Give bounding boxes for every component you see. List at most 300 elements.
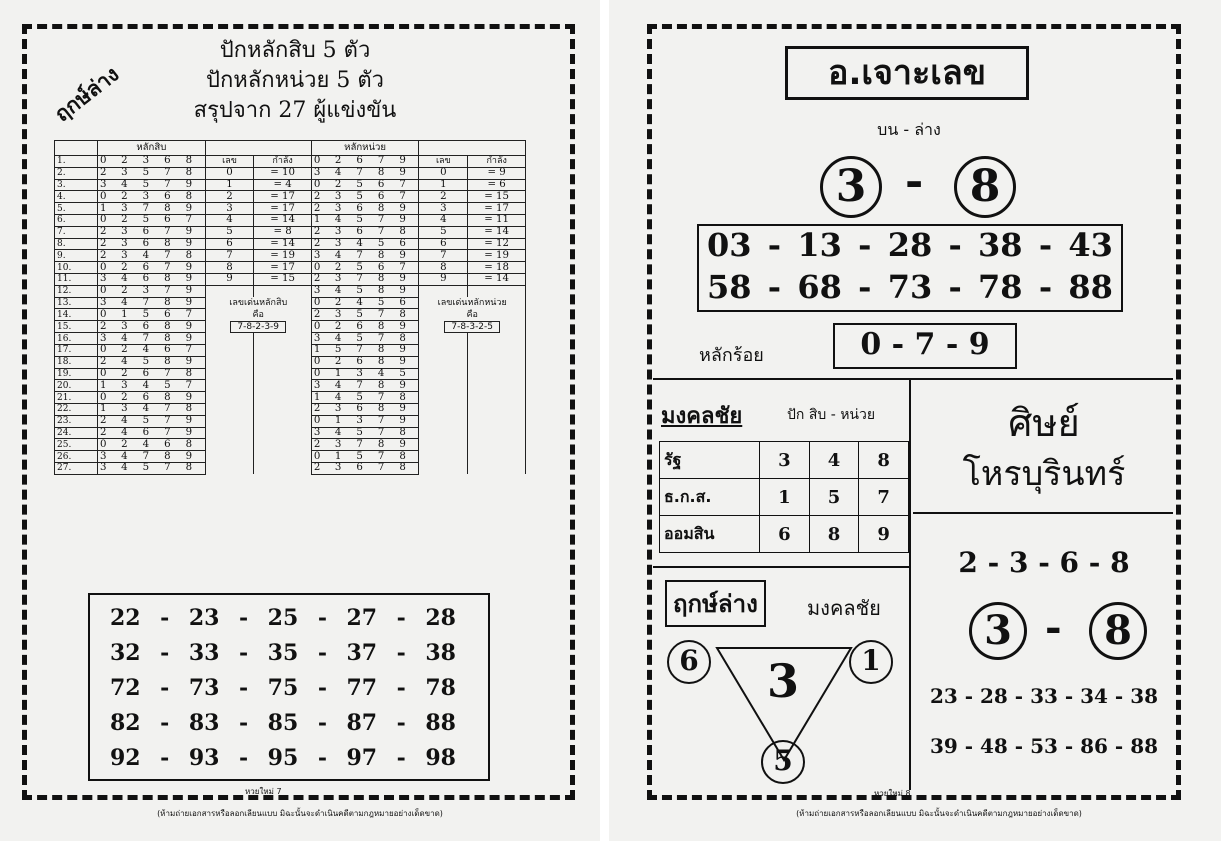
section-divider-left [653,566,911,568]
right-subtitle: บน - ล่าง [877,120,941,139]
tens-digit: 4 [119,415,141,427]
tens-digit: 6 [162,156,184,168]
result-row [90,675,488,701]
units-strength-num: เลขเด่นหลักหน่วย [419,297,526,309]
tens-digit: 7 [162,179,184,191]
tens-digit: 8 [162,356,184,368]
tens-digit: 2 [98,356,120,368]
units-digit: 5 [354,262,376,274]
row-number: 7. [55,226,98,238]
table-row [55,203,526,215]
left-title-line-2: ปักหลักหน่วย 5 ตัว [206,68,384,93]
tens-digit: 1 [98,203,120,215]
units-digit: 0 [311,451,333,463]
units-digit: 2 [311,462,333,474]
units-digit: 7 [354,344,376,356]
tens-digit: 8 [184,439,206,451]
units-digit: 9 [397,344,419,356]
units-strength-num [419,439,468,451]
result-number: 88 [425,710,456,736]
tens-digit: 6 [141,427,163,439]
units-strength-val: = 14 [468,226,526,238]
result-dash: - [238,640,249,666]
tens-strength-val: = 14 [254,214,311,226]
tens-digit: 7 [141,451,163,463]
units-digit: 1 [333,415,355,427]
pair-number: 58 [707,268,752,306]
left-notice: (ห้ามถ่ายเอกสารหรือลอกเลียนแบบ มิฉะนั้นจะดำเนินคดีตามกฎหมายอย่างเด็ดขาด) [157,809,443,818]
mongkol-digit: 8 [859,442,909,479]
tens-digit: 3 [98,273,120,285]
mongkol-digit: 8 [809,516,859,553]
units-digit: 4 [333,214,355,226]
units-digit: 4 [354,297,376,309]
tens-digit: 1 [98,380,120,392]
tens-digit: 2 [119,368,141,380]
pair-number: 13 [797,226,842,264]
tens-strength-num: 9 [205,273,254,285]
units-digit: 3 [354,368,376,380]
units-digit: 5 [354,309,376,321]
units-strength-val: = 18 [468,262,526,274]
pair-number: 73 [887,268,933,306]
result-number: 25 [267,605,299,631]
units-strength-num: 7 [419,250,468,262]
tens-digit: 0 [98,392,120,404]
units-digit: 3 [333,226,355,238]
tens-digit: 2 [119,285,141,297]
units-strength-val [468,392,526,404]
mongkol-digit: 4 [809,442,859,479]
result-number: 27 [346,605,378,631]
tens-strength-val [254,439,311,451]
tens-digit: 9 [184,356,206,368]
table-row [55,368,526,380]
tens-digit: 0 [98,191,120,203]
units-digit: 3 [333,191,355,203]
tens-strength-val: = 17 [254,191,311,203]
tens-strength-num [205,285,254,297]
tens-digit: 5 [141,415,163,427]
units-digit: 7 [376,156,398,168]
units-header: หลักหน่วย [311,141,419,156]
tens-strength-val [254,415,311,427]
units-strength-val: = 6 [468,179,526,191]
row-number: 12. [55,285,98,297]
tens-strength-num: 2 [205,191,254,203]
result-dash: - [238,605,249,631]
left-corner-label: ฤกษ์ล่าง [50,61,124,127]
units-digit: 4 [333,333,355,345]
mongkol-row [660,442,909,479]
tens-digit: 4 [141,403,163,415]
units-strength-val [468,344,526,356]
table-row [55,415,526,427]
tens-strength-num: เลข [205,156,254,168]
units-digit: 7 [354,380,376,392]
tens-digit: 2 [98,226,120,238]
table-row [55,392,526,404]
units-digit: 6 [397,238,419,250]
units-strength-val [468,427,526,439]
left-title-block [140,36,450,126]
units-digit: 7 [376,333,398,345]
row-number: 15. [55,321,98,333]
units-strength-num: 9 [419,273,468,285]
lower-label: ฤกษ์ล่าง [665,580,766,627]
mongkol-digit: 7 [859,479,909,516]
units-digit: 0 [311,368,333,380]
result-dash: - [396,675,406,701]
units-strength-num: คือ [419,309,526,321]
tens-digit: 2 [119,392,141,404]
units-digit: 3 [333,238,355,250]
mongkol-digit: 6 [760,516,810,553]
table-row [55,156,526,168]
tens-digit: 6 [162,214,184,226]
units-digit: 2 [333,321,355,333]
result-dash: - [160,745,170,771]
table-row [55,344,526,356]
units-digit: 7 [376,415,398,427]
top-circle-1: 3 [820,156,882,218]
units-digit: 5 [354,333,376,345]
units-digit: 3 [311,167,333,179]
result-dash: - [317,675,327,701]
units-digit: 3 [333,403,355,415]
units-digit: 9 [397,203,419,215]
tens-digit: 7 [184,214,206,226]
units-digit: 9 [397,415,419,427]
tens-digit: 0 [98,262,120,274]
units-digit: 2 [333,156,355,168]
mongkol-bank: ธ.ก.ส. [660,479,760,516]
tens-strength-num [205,427,254,439]
row-number: 1. [55,156,98,168]
tens-digit: 6 [141,226,163,238]
units-strength-num [419,451,468,463]
table-row [55,179,526,191]
units-digit: 1 [333,368,355,380]
units-digit: 7 [376,462,398,474]
grid-head-blank [55,141,98,156]
tens-digit: 3 [119,380,141,392]
tens-digit: 2 [119,214,141,226]
tens-digit: 4 [119,451,141,463]
mongkol-digit: 5 [809,479,859,516]
units-strength-val [468,462,526,474]
tens-digit: 1 [98,403,120,415]
table-row [55,462,526,474]
contestant-grid [54,140,526,475]
tens-digit: 5 [162,380,184,392]
units-digit: 8 [376,439,398,451]
units-digit: 2 [311,203,333,215]
units-strength-val [468,380,526,392]
row-number: 16. [55,333,98,345]
tens-digit: 1 [119,309,141,321]
tens-digit: 7 [141,297,163,309]
units-digit: 9 [397,439,419,451]
pair-number: 38 [978,226,1023,264]
units-strength-val [468,439,526,451]
units-digit: 8 [397,462,419,474]
units-digit: 5 [354,285,376,297]
tens-strength-val [254,427,311,439]
result-dash: - [317,745,327,771]
tens-digit: 2 [98,238,120,250]
tens-digit: 9 [184,238,206,250]
tens-digit: 4 [119,356,141,368]
result-number: 75 [267,675,299,701]
tens-digit: 7 [162,403,184,415]
tens-digit: 8 [162,238,184,250]
tens-strength-val: = 17 [254,262,311,274]
tens-strength-val: = 14 [254,238,311,250]
units-digit: 9 [397,403,419,415]
tens-digit: 2 [119,156,141,168]
mongkol-bank: ออมสิน [660,516,760,553]
result-row [90,605,488,631]
tens-digit: 9 [184,321,206,333]
table-row [55,309,526,321]
tens-digit: 3 [98,451,120,463]
tens-digit: 8 [184,462,206,474]
units-digit: 2 [333,262,355,274]
tens-strength-num [205,344,254,356]
tens-digit: 9 [184,427,206,439]
tens-strength-num: 7 [205,250,254,262]
units-digit: 8 [397,451,419,463]
tens-digit: 3 [119,167,141,179]
tens-digit: 3 [98,179,120,191]
tens-digit: 3 [141,156,163,168]
tens-digit: 8 [184,156,206,168]
tens-strength-num [205,403,254,415]
row-number: 6. [55,214,98,226]
row-number: 26. [55,451,98,463]
units-digit: 6 [354,321,376,333]
row-number: 17. [55,344,98,356]
tens-strength-num [205,368,254,380]
tens-digit: 9 [184,451,206,463]
tens-digit: 8 [162,451,184,463]
tens-digit: 7 [184,344,206,356]
tens-strength-num: 6 [205,238,254,250]
units-digit: 3 [333,203,355,215]
tens-digit: 3 [98,333,120,345]
units-digit: 9 [397,167,419,179]
tens-digit: 6 [162,191,184,203]
result-dash: - [160,640,170,666]
tens-digit: 8 [162,321,184,333]
tens-digit: 8 [184,250,206,262]
units-digit: 5 [354,392,376,404]
table-row [55,273,526,285]
disciple-pairs-1: 23 - 28 - 33 - 34 - 38 [929,684,1159,708]
mongkol-hint: ปัก สิบ - หน่วย [787,407,876,423]
result-number: 98 [425,745,456,771]
table-row [55,262,526,274]
pair-number: 68 [797,268,842,306]
units-digit: 4 [333,250,355,262]
units-strength-num: 4 [419,214,468,226]
tens-digit: 9 [184,273,206,285]
table-row [55,333,526,345]
units-digit: 1 [311,214,333,226]
units-digit: 9 [397,321,419,333]
units-digit: 7 [376,226,398,238]
units-strength-val: = 19 [468,250,526,262]
units-digit: 0 [311,262,333,274]
units-header-spacer [419,141,526,156]
units-strength-val [468,403,526,415]
tens-digit: 5 [141,167,163,179]
pair-dash: - [948,268,962,306]
units-digit: 8 [376,167,398,179]
units-digit: 1 [333,451,355,463]
units-digit: 0 [311,297,333,309]
tens-digit: 7 [141,203,163,215]
tens-digit: 3 [119,203,141,215]
units-strength-val [468,368,526,380]
units-strength-num [419,321,526,333]
tens-digit: 9 [184,226,206,238]
units-digit: 5 [354,191,376,203]
units-digit: 4 [333,285,355,297]
units-digit: 7 [376,392,398,404]
tens-strength-val: = 10 [254,167,311,179]
tens-digit: 4 [119,297,141,309]
tens-digit: 5 [141,462,163,474]
row-number: 24. [55,427,98,439]
right-pairs-box [697,224,1123,312]
units-digit: 3 [333,309,355,321]
units-digit: 0 [311,321,333,333]
tens-digit: 5 [141,214,163,226]
tens-strength-val: กำลัง [254,156,311,168]
units-digit: 3 [333,273,355,285]
tens-strength-val [254,392,311,404]
tens-digit: 0 [98,156,120,168]
table-row [55,191,526,203]
row-number: 10. [55,262,98,274]
units-strength-num [419,285,468,297]
tens-digit: 6 [141,368,163,380]
tens-strength-num: 8 [205,262,254,274]
result-row [90,745,488,771]
pair-number: 28 [887,226,933,264]
lead-tens-box: 7-8-2-3-9 [230,321,286,333]
left-result-box [88,593,490,781]
units-digit: 6 [397,297,419,309]
tens-strength-val: = 8 [254,226,311,238]
units-digit: 9 [397,156,419,168]
row-number: 18. [55,356,98,368]
units-digit: 8 [376,321,398,333]
tens-strength-num [205,462,254,474]
pair-number: 03 [707,226,752,264]
tens-digit: 3 [119,250,141,262]
mongkol-bank: รัฐ [660,442,760,479]
units-strength-num: 5 [419,226,468,238]
tens-digit: 9 [184,179,206,191]
right-title: อ.เจาะเลข [785,46,1029,100]
row-number: 19. [55,368,98,380]
result-number: 92 [110,745,141,771]
units-strength-num [419,427,468,439]
tens-digit: 2 [119,262,141,274]
result-number: 85 [267,710,299,736]
units-digit: 1 [311,344,333,356]
tens-strength-num: 3 [205,203,254,215]
tens-digit: 7 [162,226,184,238]
units-digit: 5 [354,451,376,463]
result-dash: - [396,745,406,771]
units-digit: 6 [376,179,398,191]
units-digit: 9 [397,273,419,285]
tens-digit: 9 [184,285,206,297]
row-number: 27. [55,462,98,474]
tens-digit: 4 [141,344,163,356]
tens-digit: 6 [141,273,163,285]
tens-digit: 8 [162,273,184,285]
units-digit: 7 [376,214,398,226]
triangle-right-circle: 1 [849,640,893,684]
triangle-left-circle: 6 [667,640,711,684]
units-digit: 5 [354,179,376,191]
tens-digit: 3 [98,462,120,474]
units-digit: 7 [354,250,376,262]
units-digit: 2 [311,403,333,415]
pair-dash: - [948,226,962,264]
units-strength-val: = 15 [468,191,526,203]
units-strength-num: 1 [419,179,468,191]
units-digit: 3 [333,439,355,451]
tens-digit: 4 [119,333,141,345]
tens-digit: 9 [184,262,206,274]
units-digit: 8 [397,392,419,404]
units-digit: 7 [397,262,419,274]
units-strength-num [419,462,468,474]
units-digit: 5 [376,297,398,309]
units-strength-val: กำลัง [468,156,526,168]
lead-units-box: 7-8-3-2-5 [444,321,500,333]
result-dash: - [317,710,327,736]
row-number: 20. [55,380,98,392]
row-number: 23. [55,415,98,427]
result-number: 35 [267,640,299,666]
tens-digit: 6 [141,321,163,333]
pair-dash: - [1038,226,1053,264]
tens-digit: 6 [162,344,184,356]
units-strength-val: = 11 [468,214,526,226]
tens-strength-val [254,356,311,368]
result-number: 97 [346,745,378,771]
result-dash: - [238,675,249,701]
tens-strength-val [254,380,311,392]
tens-strength-num: 1 [205,179,254,191]
units-strength-num [419,380,468,392]
units-strength-num: 3 [419,203,468,215]
tens-digit: 3 [119,321,141,333]
row-number: 9. [55,250,98,262]
section-divider-top [653,378,1173,380]
result-number: 38 [425,640,456,666]
tens-digit: 8 [184,403,206,415]
tens-digit: 8 [162,203,184,215]
units-strength-num: 8 [419,262,468,274]
